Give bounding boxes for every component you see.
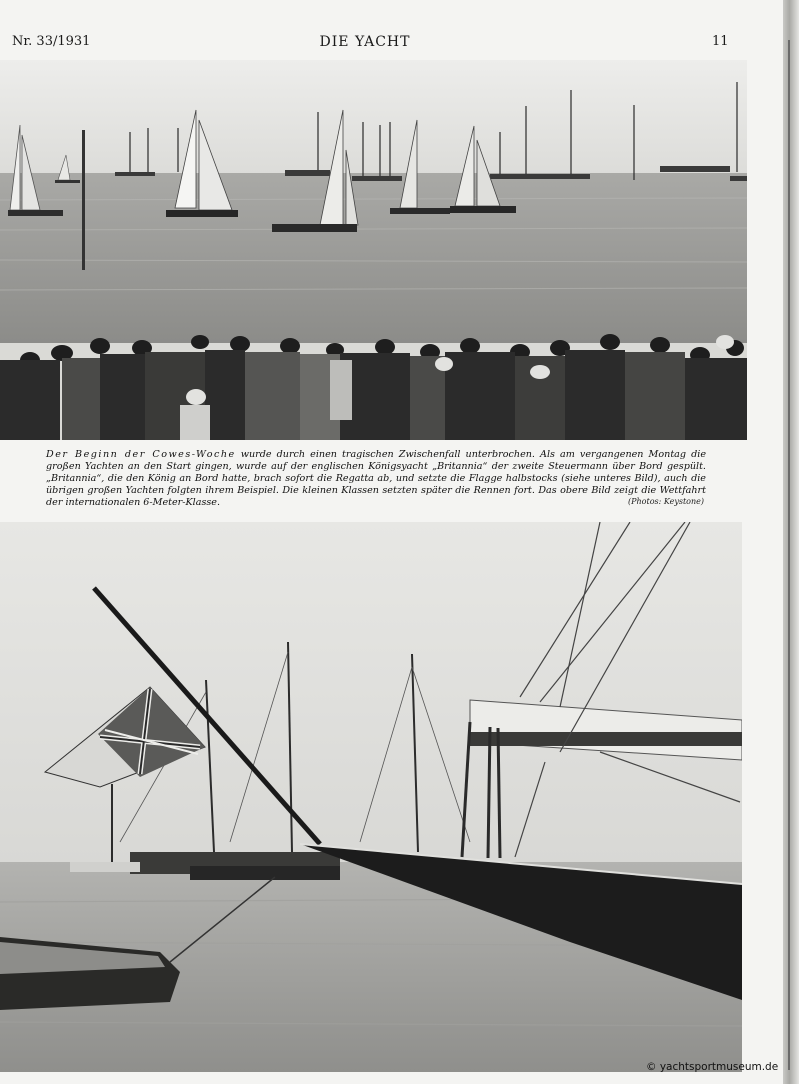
photo-credit: (Photos: Keystone) xyxy=(628,497,705,506)
magazine-title: DIE YACHT xyxy=(319,34,411,50)
page-spine xyxy=(783,0,799,1084)
top-photo-regatta xyxy=(0,60,747,440)
bottom-photo-britannia xyxy=(0,522,742,1072)
watermark: © yachtsportmuseum.de xyxy=(646,1061,779,1073)
photo-caption xyxy=(46,449,706,509)
issue-number: Nr. 33/1931 xyxy=(12,34,91,49)
caption-lead: Der Beginn der Cowes-Woche xyxy=(46,449,236,460)
page-number: 11 xyxy=(712,34,729,49)
caption-text: wurde durch einen tragischen Zwischenfall unterbrochen. Als am vergangenen Montag die großen Yachten an den Start gingen, wurde auf der englischen Königsyacht „Britannia“ der zweite Steuermann über Bord gespült. „Britannia“, die den König an Bord hatte, brach sofort die Regatta ab, und setzte die Flagge halbstocks (siehe unteres Bild), auch die übrigen großen Yachten folgten ihrem Beispiel. Die kleinen Klassen setzten später die Rennen fort. Das obere Bild zeigt die Wettfahrt der internationalen 6-Meter-Klasse. xyxy=(46,449,706,508)
spine-line xyxy=(788,40,790,1070)
